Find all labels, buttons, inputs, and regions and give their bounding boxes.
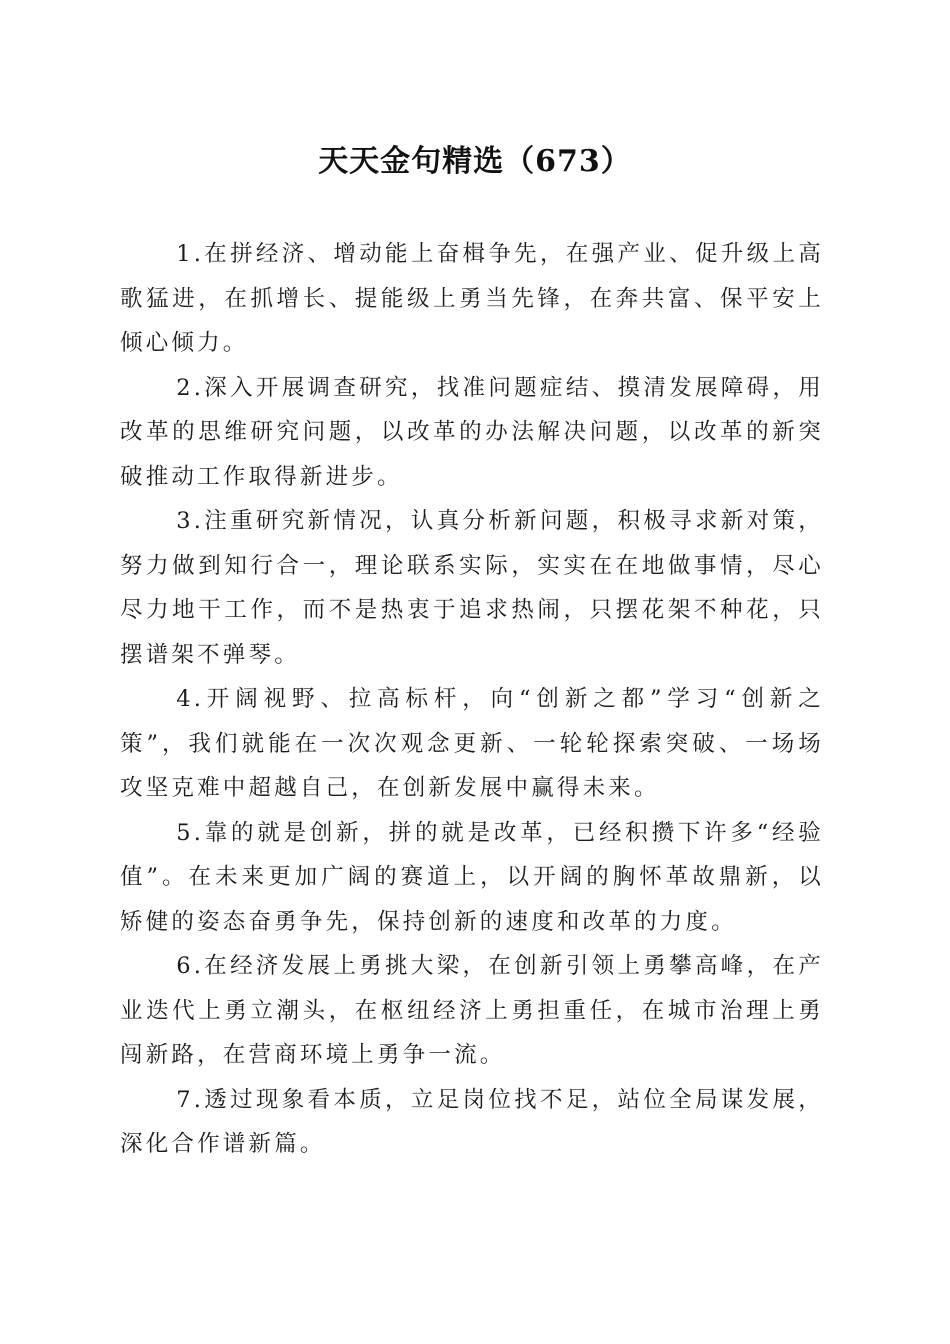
paragraph-5: 5.靠的就是创新，拼的就是改革，已经积攒下许多“经验值”。在未来更加广阔的赛道上，以开阔的胸怀革故鼎新，以矫健的姿态奋勇争先，保持创新的速度和改革的力度。 [120,819,824,935]
paragraph-1: 1.在拼经济、增动能上奋楫争先，在强产业、促升级上高歌猛进，在抓增长、提能级上勇当先锋，在奔共富、保平安上倾心倾力。 [120,241,824,356]
paragraph-3: 3.注重研究新情况，认真分析新问题，积极寻求新对策，努力做到知行合一，理论联系实际，实实在在地做事情，尽心尽力地干工作，而不是热衷于追求热闹，只摆花架不种花，只摆谱架不弹琴。 [120,508,824,668]
document-body [120,232,824,1167]
page-title: 天天金句精选（673） [318,144,632,179]
paragraph-6: 6.在经济发展上勇挑大梁，在创新引领上勇攀高峰，在产业迭代上勇立潮头，在枢纽经济上勇担重任，在城市治理上勇闯新路，在营商环境上勇争一流。 [120,953,824,1068]
paragraph-7: 7.透过现象看本质，立足岗位找不足，站位全局谋发展，深化合作谱新篇。 [120,1086,824,1157]
paragraph-4: 4.开阔视野、拉高标杆，向“创新之都”学习“创新之策”，我们就能在一次次观念更新、一轮轮探索突破、一场场攻坚克难中超越自己，在创新发展中赢得未来。 [120,686,824,801]
paragraph-2: 2.深入开展调查研究，找准问题症结、摸清发展障碍，用改革的思维研究问题，以改革的办法解决问题，以改革的新突破推动工作取得新进步。 [120,374,824,490]
